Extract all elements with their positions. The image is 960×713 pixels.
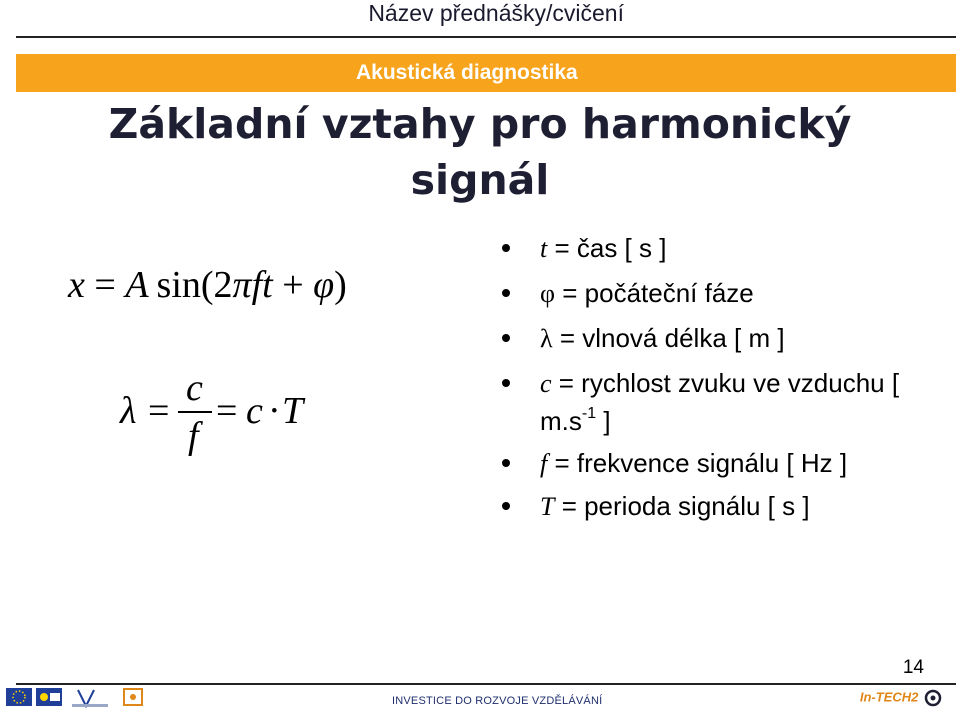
esf-logo-icon: [36, 688, 62, 706]
formula-denominator: f: [188, 415, 199, 457]
bullet-text: = počáteční fáze: [555, 278, 754, 308]
bullet-icon: [502, 289, 510, 297]
formula-equals-1: =: [148, 390, 170, 432]
formula-ft: ft: [251, 264, 273, 306]
formula-amplitude: A: [125, 264, 149, 306]
bullet-icon: [502, 334, 510, 342]
bullet-symbol: t: [540, 234, 548, 263]
bullet-icon: [502, 379, 510, 387]
list-item: [502, 323, 952, 354]
footer-divider: [16, 683, 956, 685]
slide-title-line-1: Základní vztahy pro harmonický: [108, 100, 852, 148]
bullet-text: = rychlost zvuku ve vzduchu [ m.s: [540, 368, 900, 436]
bullet-text: = vlnová délka [ m ]: [552, 323, 785, 353]
bullet-symbol: φ: [540, 279, 556, 308]
ministry-logo-icon: [72, 690, 108, 707]
formula-dot: ·: [268, 390, 281, 432]
formula-sin: sin(2: [156, 264, 233, 306]
list-item: [502, 491, 952, 522]
formula-equals: =: [94, 264, 116, 306]
bullet-symbol: c: [540, 369, 552, 398]
formula-equals-2: =: [216, 390, 238, 432]
lecture-title: Název přednášky/cvičení: [368, 0, 624, 26]
bullet-symbol: T: [540, 492, 555, 521]
formula-pi: π: [232, 264, 252, 306]
bullet-superscript: -1: [581, 405, 597, 422]
list-item: [502, 278, 952, 309]
page-number: 14: [902, 657, 924, 678]
formula-x: x: [68, 264, 85, 306]
formula-fraction-bar: [178, 411, 212, 413]
bullet-text: = čas [ s ]: [547, 233, 667, 263]
bullet-text: = frekvence signálu [ Hz ]: [547, 448, 848, 478]
intech2-gear-icon: [922, 688, 944, 708]
variable-definitions-list: [502, 233, 952, 522]
bullet-icon: [502, 244, 510, 252]
eu-flag-icon: [6, 688, 32, 706]
bullet-text: = perioda signálu [ s ]: [554, 491, 810, 521]
bullet-symbol: λ: [540, 324, 553, 353]
course-title: Akustická diagnostika: [356, 61, 578, 84]
formula-wavelength: [118, 367, 318, 472]
bullet-icon: [502, 459, 510, 467]
formula-plus: +: [282, 264, 304, 306]
formula-harmonic-signal: [68, 263, 347, 307]
funding-logos: [6, 686, 156, 710]
formula-c: c: [246, 390, 263, 432]
formula-T: T: [282, 390, 304, 432]
program-logo-icon: [124, 689, 142, 705]
bullet-tail: ]: [596, 406, 611, 436]
intech2-logo: [860, 688, 944, 710]
bullet-symbol: f: [540, 449, 548, 478]
bullet-icon: [502, 502, 510, 510]
footer-slogan: INVESTICE DO ROZVOJE VZDĚLÁVÁNÍ: [392, 695, 603, 707]
formula-phi: φ: [313, 264, 335, 306]
list-item: [502, 368, 952, 436]
list-item: [502, 448, 952, 479]
formula-lambda: λ: [120, 390, 137, 432]
formula-close-paren: ): [334, 264, 347, 306]
slide-title-line-2: signál: [410, 156, 550, 204]
slide-title: [0, 96, 960, 208]
header-divider: [16, 36, 956, 38]
intech2-logo-text: In-TECH2: [859, 689, 919, 705]
list-item: [502, 233, 952, 264]
formula-numerator: c: [186, 367, 203, 409]
